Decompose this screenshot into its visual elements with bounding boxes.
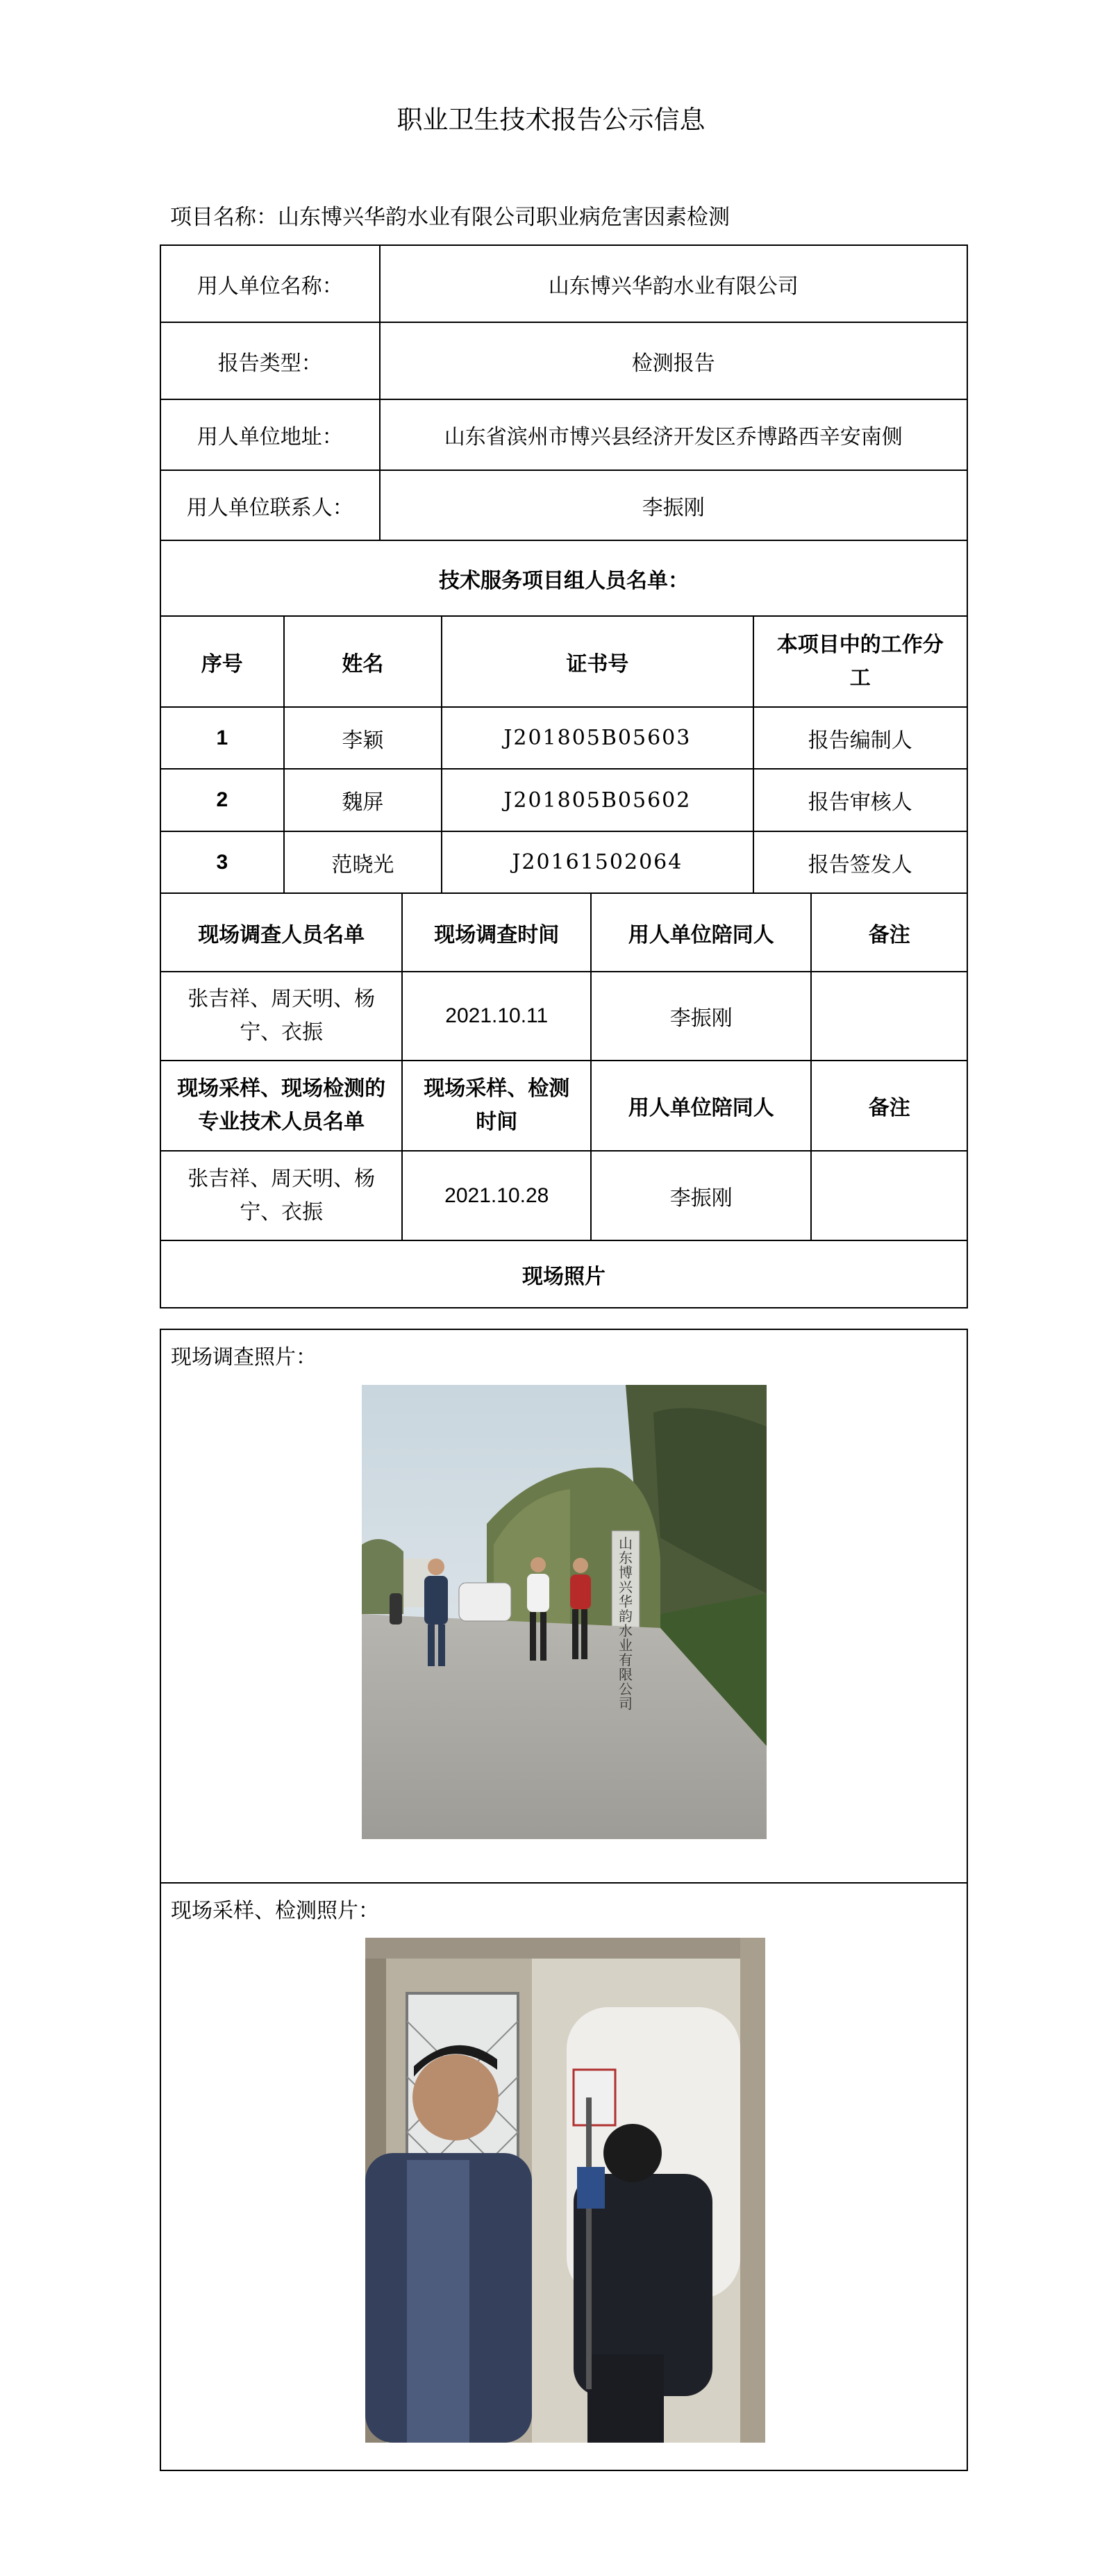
survey-table [160, 892, 968, 1308]
team-header-role: 本项目中的工作分工 [753, 616, 967, 707]
employer-name-label: 用人单位名称： [160, 245, 380, 322]
sampling-header-personnel: 现场采样、现场检测的专业技术人员名单 [160, 1061, 402, 1151]
sampling-date: 2021.10.28 [402, 1151, 591, 1240]
sampling-note [811, 1151, 967, 1240]
employer-name-value: 山东博兴华韵水业有限公司 [380, 245, 967, 322]
sampling-photo-section [160, 1882, 968, 2471]
team-role: 报告编制人 [753, 707, 967, 769]
team-header-no: 序号 [160, 616, 284, 707]
survey-header-time: 现场调查时间 [402, 893, 591, 972]
employer-contact-value: 李振刚 [380, 470, 967, 540]
employer-address-value: 山东省滨州市博兴县经济开发区乔博路西辛安南侧 [380, 399, 967, 470]
survey-header-companion: 用人单位陪同人 [591, 893, 811, 972]
team-cert-no: J201805B05602 [442, 769, 753, 831]
report-type-label: 报告类型： [160, 322, 380, 399]
sampling-companion: 李振刚 [591, 1151, 811, 1240]
team-cert-no: J201805B05603 [442, 707, 753, 769]
survey-header-personnel: 现场调查人员名单 [160, 893, 402, 972]
sampling-header-time: 现场采样、检测时间 [402, 1061, 591, 1151]
team-cert-no: J20161502064 [442, 831, 753, 893]
sampling-header-note: 备注 [811, 1061, 967, 1151]
sampling-photo-label: 现场采样、检测照片： [171, 1899, 379, 1923]
table-row [160, 769, 967, 831]
team-no: 3 [160, 831, 284, 893]
team-member-name: 范晓光 [284, 831, 442, 893]
survey-companion: 李振刚 [591, 972, 811, 1061]
team-role: 报告签发人 [753, 831, 967, 893]
sampling-header-companion: 用人单位陪同人 [591, 1061, 811, 1151]
survey-photo-section [160, 1329, 968, 1884]
employer-contact-label: 用人单位联系人： [160, 470, 380, 540]
team-header-cert: 证书号 [442, 616, 753, 707]
survey-personnel: 张吉祥、周天明、杨宁、衣振 [160, 972, 402, 1061]
photos-heading: 现场照片 [160, 1240, 967, 1308]
sampling-personnel: 张吉祥、周天明、杨宁、衣振 [160, 1151, 402, 1240]
info-table [160, 244, 968, 617]
employer-address-label: 用人单位地址： [160, 399, 380, 470]
team-header-name: 姓名 [284, 616, 442, 707]
survey-photo [362, 1385, 767, 1839]
team-no: 2 [160, 769, 284, 831]
page-title: 职业卫生技术报告公示信息 [396, 105, 706, 135]
report-type-value: 检测报告 [380, 322, 967, 399]
sampling-photo-image [365, 1938, 765, 2443]
team-member-name: 李颖 [284, 707, 442, 769]
team-member-name: 魏屏 [284, 769, 442, 831]
project-name: 项目名称：山东博兴华韵水业有限公司职业病危害因素检测 [170, 205, 730, 230]
table-row [160, 707, 967, 769]
survey-date: 2021.10.11 [402, 972, 591, 1061]
sampling-photo [365, 1938, 765, 2443]
team-no: 1 [160, 707, 284, 769]
team-table [160, 615, 968, 894]
team-heading: 技术服务项目组人员名单： [160, 540, 967, 616]
table-row [160, 831, 967, 893]
survey-note [811, 972, 967, 1061]
survey-photo-label: 现场调查照片： [171, 1345, 317, 1370]
survey-photo-image [362, 1385, 767, 1839]
survey-header-note: 备注 [811, 893, 967, 972]
company-sign-text: 山东博兴华韵水业有限公司 [619, 1535, 633, 1712]
team-role: 报告审核人 [753, 769, 967, 831]
